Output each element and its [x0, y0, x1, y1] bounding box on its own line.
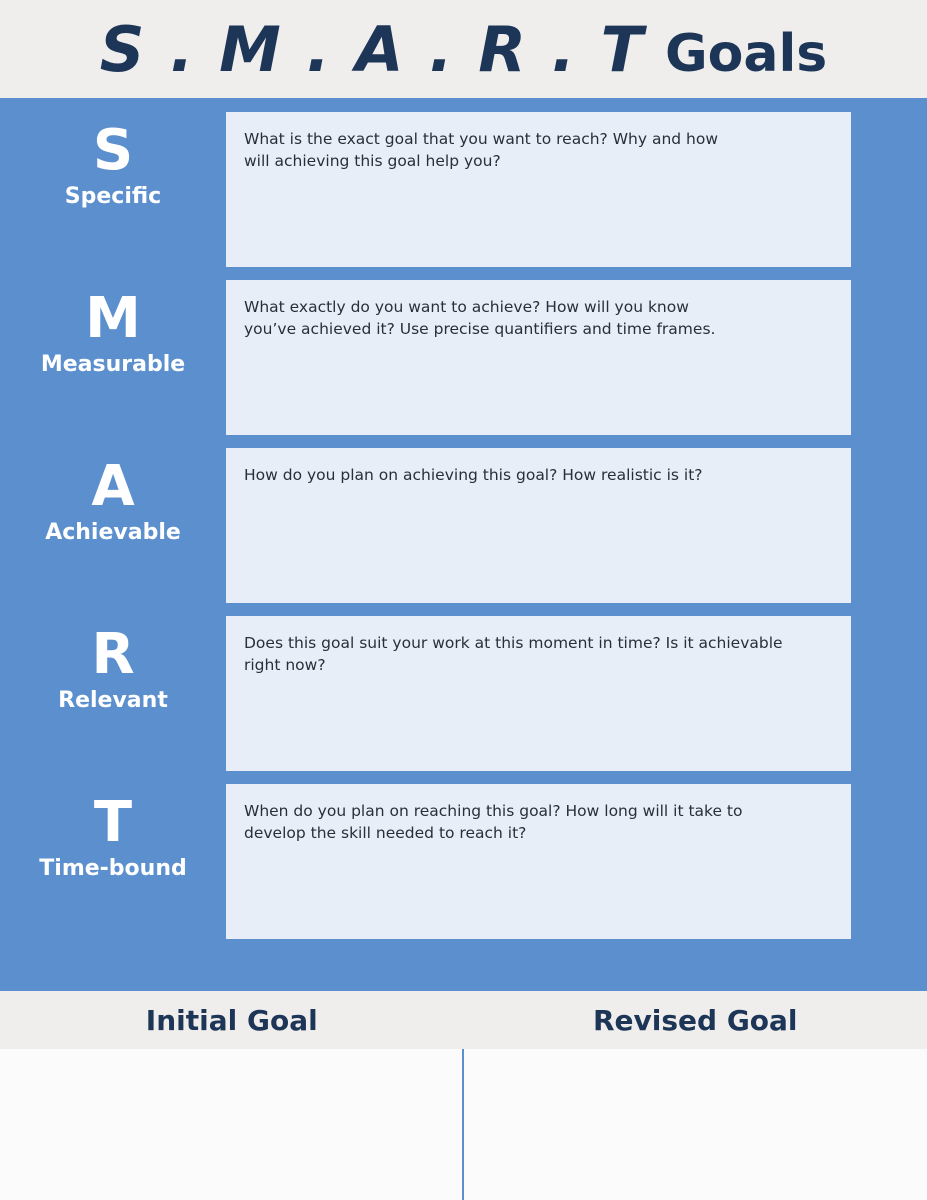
prompt-line-2-specific: will achieving this goal help you? [244, 152, 501, 170]
letter-glyph-a: A [91, 454, 135, 519]
letter-column-achievable [0, 448, 226, 545]
page-title-smart: S . M . A . R . T [99, 12, 645, 86]
letter-word-achievable: Achievable [45, 520, 181, 545]
prompt-line-2-time-bound: develop the skill needed to reach it? [244, 824, 527, 842]
letter-glyph-m: M [85, 286, 141, 351]
answer-field-time-bound[interactable] [226, 784, 851, 939]
letter-word-relevant: Relevant [58, 688, 168, 713]
prompt-line-2-relevant: right now? [244, 656, 326, 674]
letter-word-time-bound: Time-bound [39, 856, 187, 881]
initial-goal-label: Initial Goal [145, 1003, 318, 1037]
answer-field-measurable[interactable] [226, 280, 851, 435]
revised-goal-field[interactable] [464, 1049, 927, 1200]
letter-column-measurable [0, 280, 226, 377]
smart-row-measurable [0, 280, 927, 435]
prompt-line-1-specific: What is the exact goal that you want to reach? Why and how [244, 130, 719, 148]
page-title-goals: Goals [664, 23, 828, 84]
goal-columns-header [0, 991, 927, 1049]
answer-field-specific[interactable] [226, 112, 851, 267]
smart-row-time-bound [0, 784, 927, 939]
prompt-line-1-achievable: How do you plan on achieving this goal? How realistic is it? [244, 466, 703, 484]
letter-word-measurable: Measurable [40, 352, 186, 377]
initial-goal-field[interactable] [0, 1049, 464, 1200]
letter-glyph-s: S [92, 118, 134, 183]
smart-row-specific [0, 112, 927, 267]
prompt-line-2-measurable: you’ve achieved it? Use precise quantifiers and time frames. [244, 320, 716, 338]
letter-glyph-t: T [93, 790, 133, 855]
letter-column-relevant [0, 616, 226, 713]
prompt-line-1-relevant: Does this goal suit your work at this moment in time? Is it achievable [244, 634, 783, 652]
header-title-group [100, 13, 828, 86]
letter-glyph-r: R [91, 622, 135, 687]
answer-field-relevant[interactable] [226, 616, 851, 771]
goal-columns-areas [0, 1049, 927, 1200]
smart-rows-section [0, 98, 927, 991]
smart-row-relevant [0, 616, 927, 771]
page-header [0, 0, 927, 98]
letter-column-time-bound [0, 784, 226, 881]
prompt-line-1-measurable: What exactly do you want to achieve? How will you know [244, 298, 689, 316]
letter-word-specific: Specific [64, 184, 162, 209]
answer-field-achievable[interactable] [226, 448, 851, 603]
letter-column-specific [0, 112, 226, 209]
revised-goal-label: Revised Goal [592, 1003, 798, 1037]
prompt-line-1-time-bound: When do you plan on reaching this goal? How long will it take to [244, 802, 743, 820]
smart-row-achievable [0, 448, 927, 603]
